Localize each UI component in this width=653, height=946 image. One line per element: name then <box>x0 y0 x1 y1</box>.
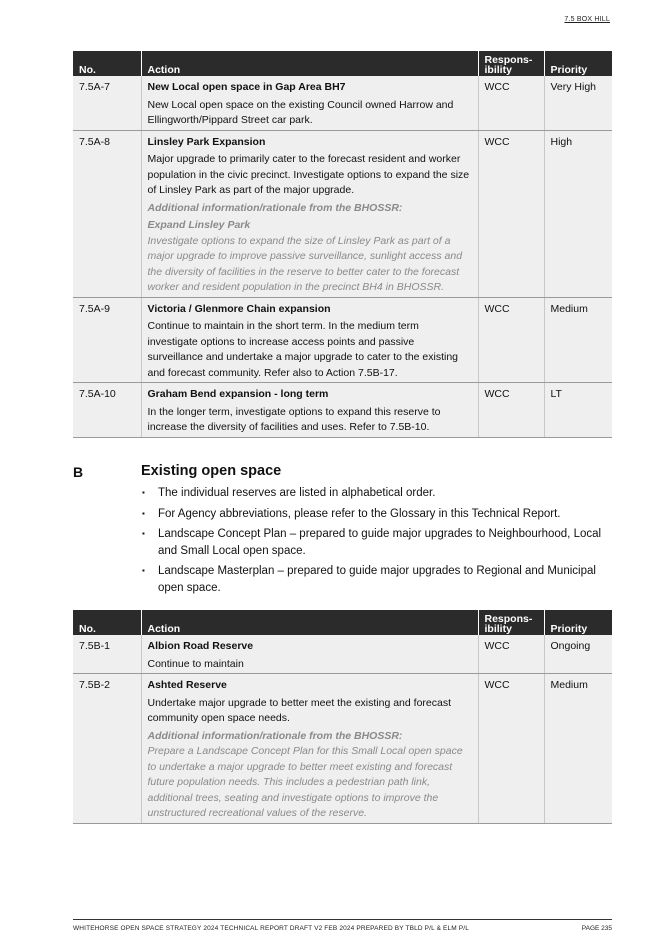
header-priority: Priority <box>544 610 612 635</box>
list-item: ▪ The individual reserves are listed in alphabetical order. <box>141 485 616 502</box>
table-row <box>73 635 612 674</box>
row-title: Graham Bend expansion - long term <box>147 388 329 400</box>
row-title: Ashted Reserve <box>147 679 227 691</box>
table-header-row <box>73 610 612 635</box>
row-number: 7.5B-2 <box>73 674 141 824</box>
table-row <box>73 76 612 130</box>
row-action <box>141 297 478 383</box>
row-responsibility: WCC <box>478 76 544 130</box>
row-priority: Ongoing <box>544 635 612 674</box>
footer-document-info: WHITEHORSE OPEN SPACE STRATEGY 2024 TECHNICAL REPORT DRAFT V2 FEB 2024 PREPARED BY TBLD P/L & ELM P/L <box>73 925 470 932</box>
header-action: Action <box>141 51 478 76</box>
list-item: ▪ Landscape Masterplan – prepared to guide major upgrades to Regional and Municipal open space. <box>142 565 596 594</box>
row-title: Albion Road Reserve <box>147 640 254 652</box>
table-header-row <box>73 51 612 76</box>
row-number: 7.5A-8 <box>73 130 141 297</box>
row-priority: High <box>544 130 612 297</box>
bullet-square-icon: ▪ <box>142 488 145 497</box>
list-item: ▪ Landscape Concept Plan – prepared to guide major upgrades to Neighbourhood, Local and Small Local open space. <box>142 528 602 557</box>
row-responsibility: WCC <box>478 383 544 438</box>
rationale-heading: Additional information/rationale from the BHOSSR: <box>147 201 403 214</box>
bullet-square-icon: ▪ <box>142 529 145 538</box>
row-priority: Very High <box>544 76 612 130</box>
row-action <box>141 76 478 130</box>
row-action <box>141 383 478 438</box>
action-table-existing-open-space <box>73 610 612 824</box>
row-priority: Medium <box>544 674 612 824</box>
row-action <box>141 130 478 297</box>
section-letter: B <box>73 464 84 480</box>
header-no: No. <box>73 51 141 76</box>
row-number: 7.5B-1 <box>73 635 141 674</box>
row-action <box>141 674 478 824</box>
row-title: Linsley Park Expansion <box>147 135 266 148</box>
section-title: Existing open space <box>141 463 282 479</box>
footer-divider <box>73 919 612 920</box>
rationale-text: Investigate options to expand the size of Linsley Park as part of a major upgrade to improve passive surveillance, sunlight access and the diversity of facilities in the reserve to better cater to the forecast worker and resident population in the precinct BH4 in BHOSSR. <box>147 234 463 293</box>
row-priority: Medium <box>544 297 612 383</box>
table-row <box>73 383 612 438</box>
header-no: No. <box>73 610 141 635</box>
rationale-subheading: Expand Linsley Park <box>147 219 251 231</box>
header-responsibility: Respons- ibility <box>478 51 544 76</box>
list-item: ▪ For Agency abbreviations, please refer to the Glossary in this Technical Report. <box>141 506 616 523</box>
row-text: Continue to maintain in the short term. In the medium term investigate options to increase access points and passive surveillance and undertake a major upgrade to cater to the existing and forecast community. Refer also to Action 7.5B-17. <box>147 320 459 379</box>
bullet-square-icon: ▪ <box>142 508 145 518</box>
table-row <box>73 130 612 297</box>
row-number: 7.5A-10 <box>73 383 141 438</box>
row-priority: LT <box>544 383 612 438</box>
bullet-square-icon: ▪ <box>142 566 145 575</box>
table-row <box>73 297 612 383</box>
row-text: New Local open space on the existing Council owned Harrow and Ellingworth/Pippard Street car park. <box>147 98 454 126</box>
action-table-new-open-space <box>73 51 612 438</box>
row-number: 7.5A-9 <box>73 297 141 383</box>
rationale-text: Prepare a Landscape Concept Plan for this Small Local open space to undertake a major upgrade to better meet existing and forecast future population needs. This includes a pedestrian path link, additional trees, seating and investigate options to improve the unstructured recreational values of the reserve. <box>147 745 463 819</box>
bullet-list <box>141 485 616 600</box>
row-responsibility: WCC <box>478 130 544 297</box>
row-text: Continue to maintain <box>147 657 244 670</box>
row-action <box>141 635 478 674</box>
row-text: Major upgrade to primarily cater to the forecast resident and worker population in the civic precinct. Investigate options to expand the size of Linsley Park as part of the major upgrade. <box>147 153 470 196</box>
row-responsibility: WCC <box>478 674 544 824</box>
header-action: Action <box>141 610 478 635</box>
row-responsibility: WCC <box>478 635 544 674</box>
row-title: New Local open space in Gap Area BH7 <box>147 81 346 93</box>
row-responsibility: WCC <box>478 297 544 383</box>
row-title: Victoria / Glenmore Chain expansion <box>147 302 331 315</box>
footer-page-number: PAGE 235 <box>581 925 612 932</box>
table-row <box>73 674 612 824</box>
running-head: 7.5 BOX HILL <box>564 16 610 23</box>
row-number: 7.5A-7 <box>73 76 141 130</box>
row-text: Undertake major upgrade to better meet the existing and forecast community open space needs. <box>147 696 452 724</box>
header-priority: Priority <box>544 51 612 76</box>
rationale-heading: Additional information/rationale from the BHOSSR: <box>147 729 403 742</box>
row-text: In the longer term, investigate options to expand this reserve to increase the diversity of facilities and uses. Refer to 7.5B-10. <box>147 405 441 433</box>
header-responsibility: Respons- ibility <box>478 610 544 635</box>
